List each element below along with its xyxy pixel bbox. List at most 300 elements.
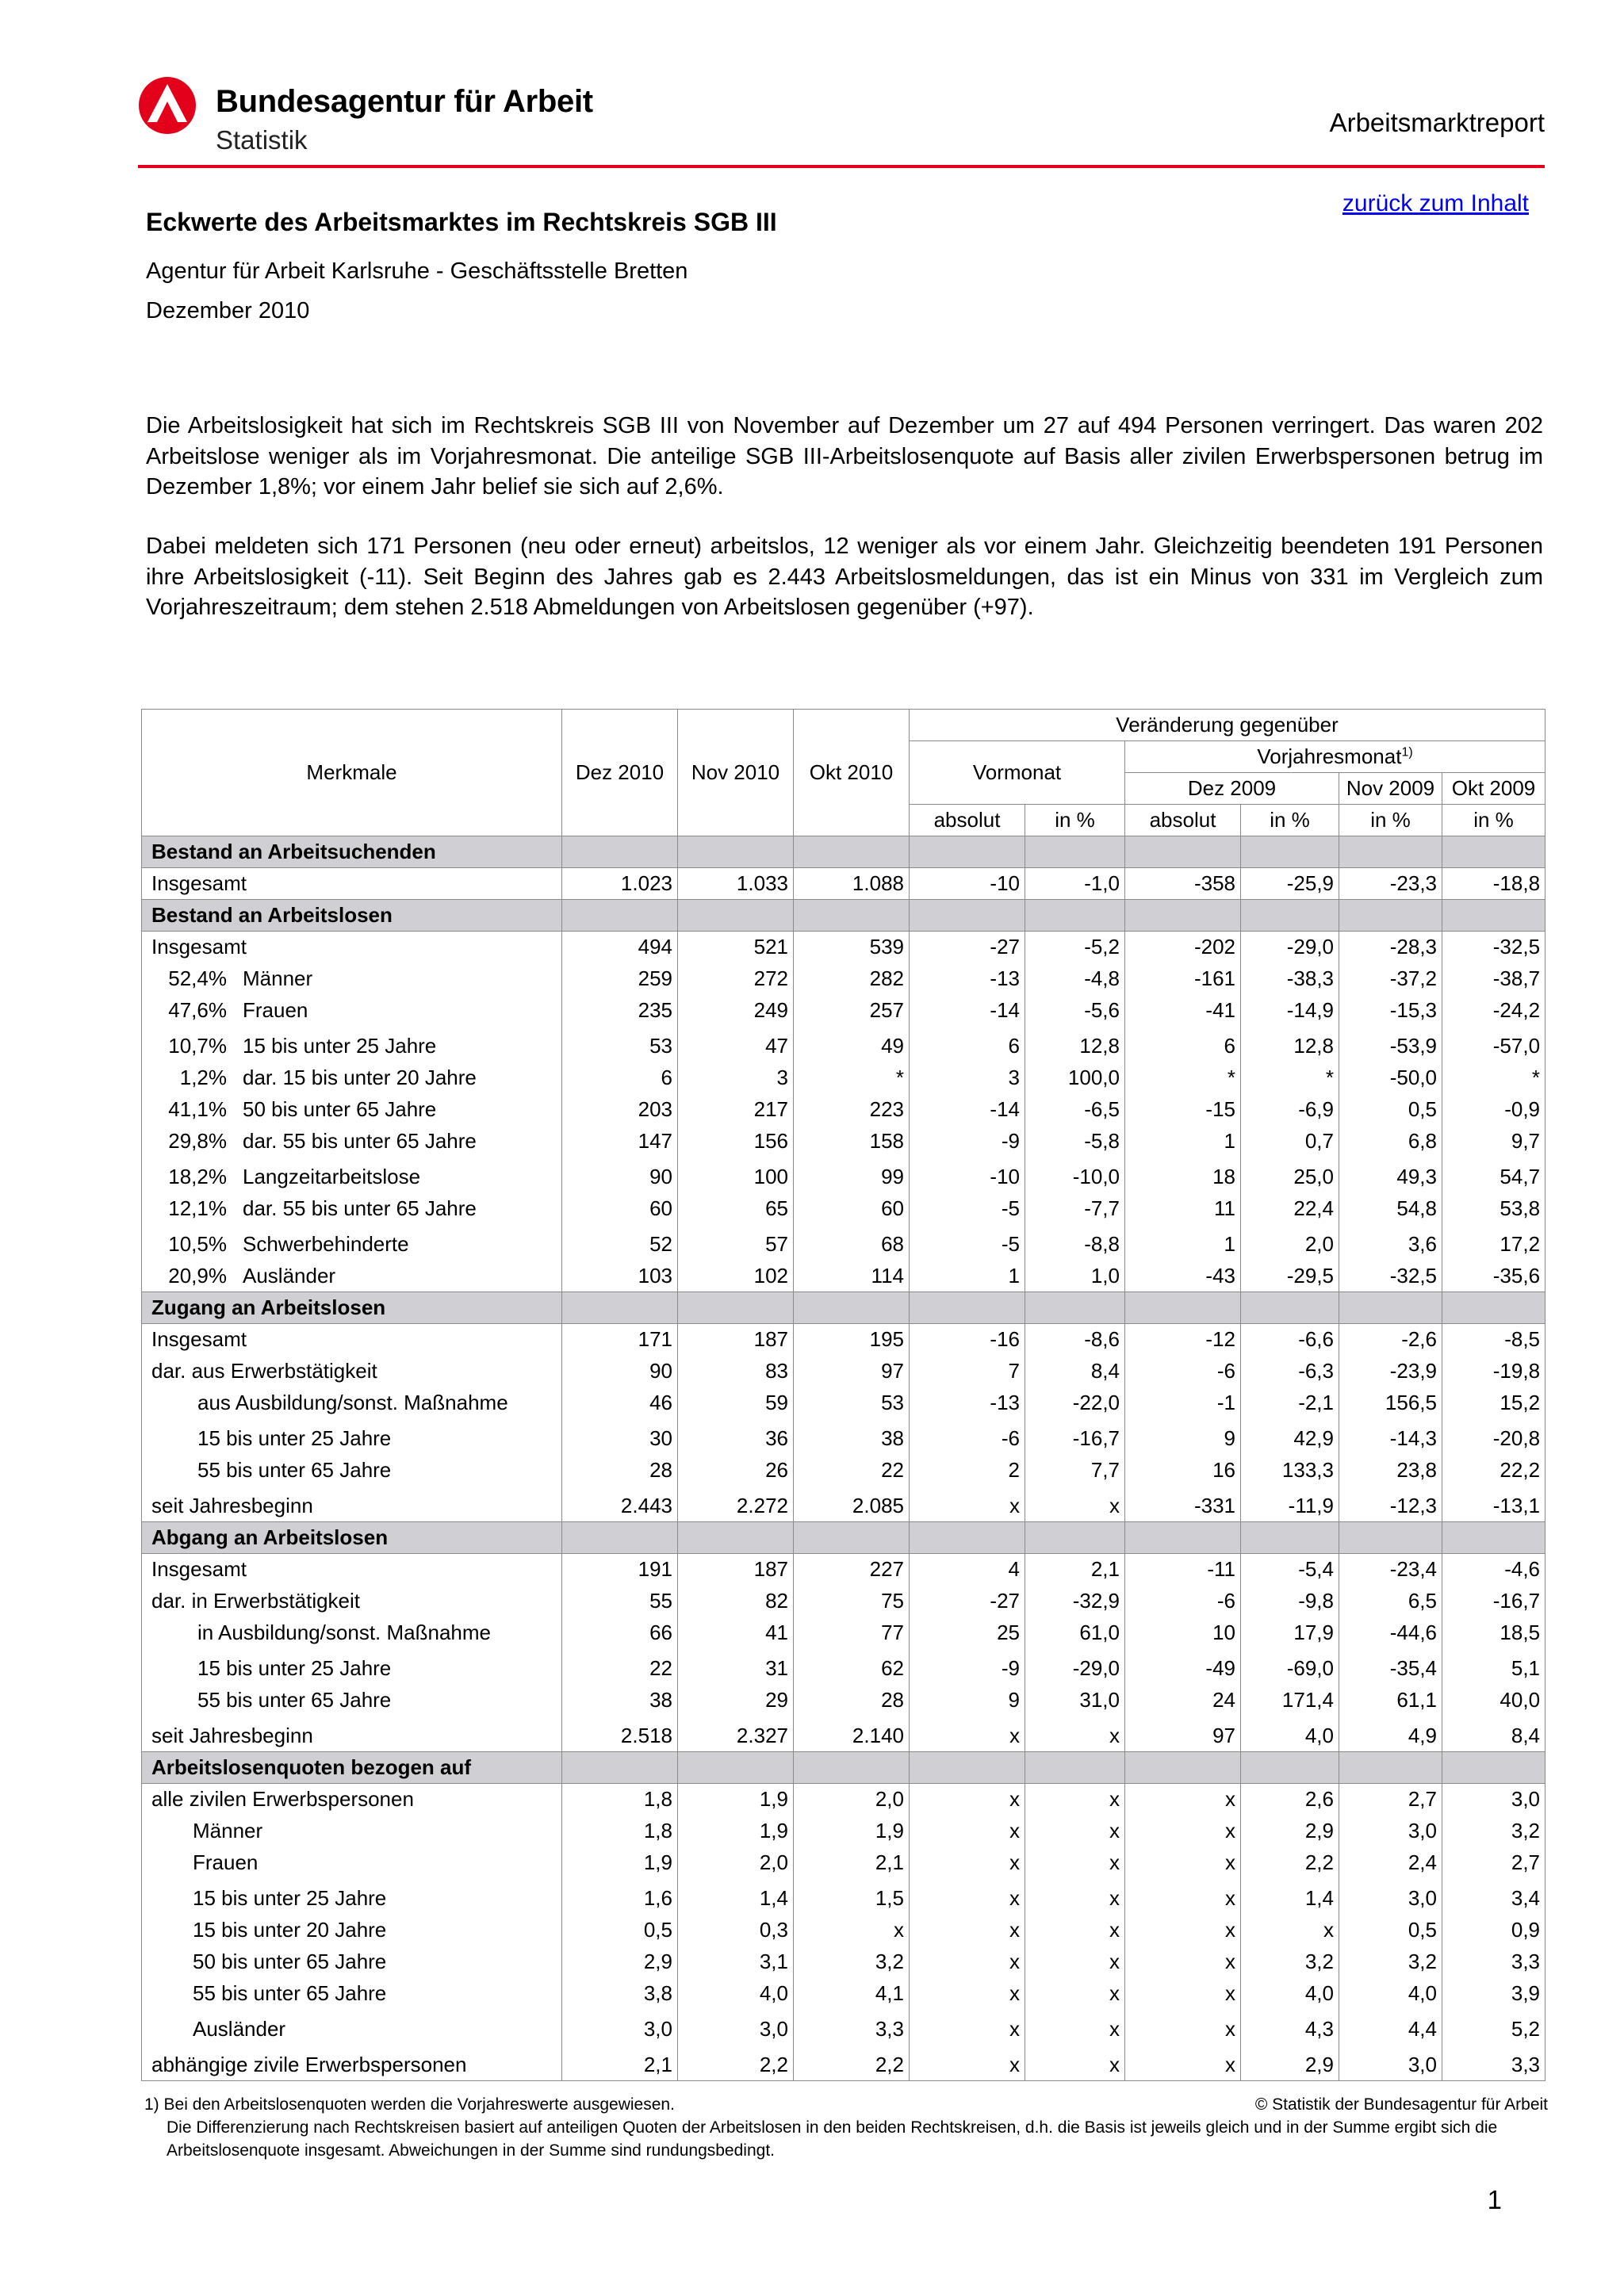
value-cell: -2,1 [1241, 1387, 1339, 1419]
value-cell: 100 [678, 1158, 794, 1193]
section-title: Abgang an Arbeitslosen [142, 1522, 562, 1554]
value-cell: 2,7 [1339, 1784, 1442, 1816]
value-cell: 68 [794, 1225, 910, 1261]
col-dez-2010: Dez 2010 [562, 710, 678, 836]
row-label-cell [142, 1586, 562, 1617]
table-row [142, 1225, 1545, 1261]
footnote-1 [144, 2093, 1548, 2116]
value-cell: -4,8 [1025, 963, 1125, 995]
value-cell: 1.088 [794, 868, 910, 900]
table-row [142, 1816, 1545, 1847]
row-label-cell [142, 1324, 562, 1356]
value-cell: x [1125, 1879, 1241, 1915]
value-cell: 3,3 [1442, 1946, 1545, 1978]
value-cell: x [1125, 1847, 1241, 1879]
value-cell: x [1125, 1784, 1241, 1816]
value-cell: 3,9 [1442, 1978, 1545, 2010]
value-cell: 187 [678, 1554, 794, 1586]
table-row [142, 1685, 1545, 1716]
row-label: alle zivilen Erwerbspersonen [151, 1787, 414, 1812]
section-filler-cell [910, 1292, 1025, 1324]
value-cell: x [1025, 1816, 1125, 1847]
value-cell: 217 [678, 1094, 794, 1126]
value-cell: x [910, 1978, 1025, 2010]
value-cell: -10,0 [1025, 1158, 1125, 1193]
value-cell: 26 [678, 1455, 794, 1487]
value-cell: 1,4 [1241, 1879, 1339, 1915]
row-label-cell [142, 1094, 562, 1126]
value-cell: 5,1 [1442, 1649, 1545, 1685]
row-label-cell [142, 1784, 562, 1816]
col-vj-absolut: absolut [1125, 805, 1241, 836]
row-label: Frauen [243, 998, 308, 1022]
row-label-cell [142, 1261, 562, 1292]
value-cell: 6,8 [1339, 1126, 1442, 1158]
value-cell: 75 [794, 1586, 910, 1617]
table-body [142, 836, 1545, 2081]
value-cell: -53,9 [1339, 1027, 1442, 1062]
section-filler-cell [1442, 1752, 1545, 1784]
value-cell: 2,2 [794, 2045, 910, 2081]
row-label: 15 bis unter 25 Jahre [243, 1034, 437, 1058]
value-cell: 147 [562, 1126, 678, 1158]
value-cell: 7,7 [1025, 1455, 1125, 1487]
value-cell: 2,9 [562, 1946, 678, 1978]
value-cell: 2,2 [1241, 1847, 1339, 1879]
value-cell: 54,8 [1339, 1193, 1442, 1225]
value-cell: 61,1 [1339, 1685, 1442, 1716]
header-divider [138, 165, 1545, 168]
value-cell: 1,9 [794, 1816, 910, 1847]
row-share-percent: 47,6% [168, 998, 227, 1022]
value-cell: 4,3 [1241, 2010, 1339, 2045]
table-row [142, 1455, 1545, 1487]
value-cell: -32,5 [1442, 932, 1545, 963]
value-cell: x [910, 1879, 1025, 1915]
value-cell: 60 [794, 1193, 910, 1225]
value-cell: -29,0 [1025, 1649, 1125, 1685]
value-cell: 3,3 [794, 2010, 910, 2045]
value-cell: x [1025, 1716, 1125, 1752]
value-cell: 24 [1125, 1685, 1241, 1716]
value-cell: 0,3 [678, 1915, 794, 1946]
value-cell: 3,2 [1442, 1816, 1545, 1847]
value-cell: -49 [1125, 1649, 1241, 1685]
col-vj-pct: in % [1241, 805, 1339, 836]
value-cell: -13 [910, 963, 1025, 995]
value-cell: 53 [562, 1027, 678, 1062]
value-cell: 61,0 [1025, 1617, 1125, 1649]
row-label-cell [142, 1649, 562, 1685]
value-cell: 62 [794, 1649, 910, 1685]
section-filler-cell [1241, 900, 1339, 932]
value-cell: 25 [910, 1617, 1025, 1649]
value-cell: 60 [562, 1193, 678, 1225]
row-share-percent: 10,7% [168, 1034, 227, 1058]
value-cell: 29 [678, 1685, 794, 1716]
value-cell: 3,2 [1241, 1946, 1339, 1978]
value-cell: 2,0 [794, 1784, 910, 1816]
row-share-percent: 1,2% [179, 1066, 227, 1089]
value-cell: 4,0 [1241, 1716, 1339, 1752]
value-cell: 249 [678, 995, 794, 1027]
value-cell: 3 [910, 1062, 1025, 1094]
section-filler-cell [678, 1292, 794, 1324]
value-cell: x [1025, 1978, 1125, 2010]
value-cell: 272 [678, 963, 794, 995]
value-cell: -14 [910, 995, 1025, 1027]
value-cell: 2,9 [1241, 1816, 1339, 1847]
value-cell: 0,5 [1339, 1094, 1442, 1126]
value-cell: 97 [794, 1356, 910, 1387]
value-cell: 17,9 [1241, 1617, 1339, 1649]
value-cell: 7 [910, 1356, 1025, 1387]
row-label-cell [142, 1225, 562, 1261]
value-cell: 6 [1125, 1027, 1241, 1062]
value-cell: 4 [910, 1554, 1025, 1586]
section-title: Zugang an Arbeitslosen [142, 1292, 562, 1324]
value-cell: -27 [910, 1586, 1025, 1617]
value-cell: 90 [562, 1158, 678, 1193]
value-cell: x [910, 1915, 1025, 1946]
section-filler-cell [1025, 1752, 1125, 1784]
value-cell: 31 [678, 1649, 794, 1685]
value-cell: 2.443 [562, 1487, 678, 1522]
value-cell: -9 [910, 1649, 1025, 1685]
value-cell: 18 [1125, 1158, 1241, 1193]
section-filler-cell [1125, 1752, 1241, 1784]
value-cell: 9 [910, 1685, 1025, 1716]
value-cell: 227 [794, 1554, 910, 1586]
value-cell: 41 [678, 1617, 794, 1649]
col-okt-2009: Okt 2009 [1442, 773, 1545, 805]
value-cell: -0,9 [1442, 1094, 1545, 1126]
row-label: 55 bis unter 65 Jahre [197, 1688, 392, 1712]
value-cell: -35,4 [1339, 1649, 1442, 1685]
table-row [142, 1261, 1545, 1292]
value-cell: 99 [794, 1158, 910, 1193]
value-cell: 53,8 [1442, 1193, 1545, 1225]
row-label: seit Jahresbeginn [151, 1723, 313, 1747]
value-cell: -16,7 [1442, 1586, 1545, 1617]
value-cell: 1,9 [678, 1816, 794, 1847]
table-row [142, 1158, 1545, 1193]
value-cell: 4,4 [1339, 2010, 1442, 2045]
section-filler-cell [1125, 900, 1241, 932]
value-cell: 0,5 [562, 1915, 678, 1946]
section-filler-cell [1025, 1292, 1125, 1324]
value-cell: -8,8 [1025, 1225, 1125, 1261]
value-cell: -6,5 [1025, 1094, 1125, 1126]
row-label-cell [142, 2045, 562, 2081]
row-share-percent: 12,1% [168, 1196, 227, 1220]
value-cell: -23,4 [1339, 1554, 1442, 1586]
value-cell: -6 [1125, 1586, 1241, 1617]
value-cell: 2,1 [1025, 1554, 1125, 1586]
value-cell: x [1025, 1946, 1125, 1978]
value-cell: 18,5 [1442, 1617, 1545, 1649]
value-cell: -14,9 [1241, 995, 1339, 1027]
value-cell: -32,9 [1025, 1586, 1125, 1617]
value-cell: 3,4 [1442, 1879, 1545, 1915]
section-filler-cell [794, 1522, 910, 1554]
section-filler-cell [1442, 900, 1545, 932]
section-filler-cell [1025, 900, 1125, 932]
value-cell: 2.085 [794, 1487, 910, 1522]
value-cell: x [1025, 1879, 1125, 1915]
value-cell: x [910, 2045, 1025, 2081]
row-label: seit Jahresbeginn [151, 1493, 313, 1517]
row-label: Insgesamt [151, 1327, 247, 1352]
value-cell: 4,0 [1339, 1978, 1442, 2010]
value-cell: 25,0 [1241, 1158, 1339, 1193]
row-label-cell [142, 1685, 562, 1716]
value-cell: 0,5 [1339, 1915, 1442, 1946]
row-label-cell [142, 932, 562, 963]
value-cell: -5,2 [1025, 932, 1125, 963]
row-label-cell [142, 1879, 562, 1915]
value-cell: 6 [562, 1062, 678, 1094]
value-cell: -5,6 [1025, 995, 1125, 1027]
value-cell: x [1025, 1847, 1125, 1879]
value-cell: -24,2 [1442, 995, 1545, 1027]
value-cell: x [1025, 1915, 1125, 1946]
section-filler-cell [1125, 1522, 1241, 1554]
value-cell: 22 [562, 1649, 678, 1685]
value-cell: 102 [678, 1261, 794, 1292]
value-cell: 83 [678, 1356, 794, 1387]
value-cell: 46 [562, 1387, 678, 1419]
value-cell: 3 [678, 1062, 794, 1094]
row-label-cell [142, 1158, 562, 1193]
table-row [142, 1487, 1545, 1522]
value-cell: x [1125, 1816, 1241, 1847]
key-figures-table [141, 709, 1545, 2081]
value-cell: -22,0 [1025, 1387, 1125, 1419]
row-label-cell [142, 1356, 562, 1387]
value-cell: 282 [794, 963, 910, 995]
value-cell: -41 [1125, 995, 1241, 1027]
value-cell: -13,1 [1442, 1487, 1545, 1522]
value-cell: -358 [1125, 868, 1241, 900]
section-filler-cell [1442, 836, 1545, 868]
value-cell: 36 [678, 1419, 794, 1455]
section-header-row [142, 836, 1545, 868]
value-cell: 6,5 [1339, 1586, 1442, 1617]
value-cell: 114 [794, 1261, 910, 1292]
value-cell: 259 [562, 963, 678, 995]
section-filler-cell [1241, 1292, 1339, 1324]
value-cell: -14,3 [1339, 1419, 1442, 1455]
value-cell: 103 [562, 1261, 678, 1292]
row-label-cell [142, 1387, 562, 1419]
row-label: 15 bis unter 20 Jahre [193, 1918, 387, 1942]
value-cell: -2,6 [1339, 1324, 1442, 1356]
value-cell: 203 [562, 1094, 678, 1126]
brand-name: Bundesagentur für Arbeit [216, 84, 593, 119]
value-cell: 9 [1125, 1419, 1241, 1455]
value-cell: -1 [1125, 1387, 1241, 1419]
value-cell: -12,3 [1339, 1487, 1442, 1522]
value-cell: -5,4 [1241, 1554, 1339, 1586]
row-label-cell [142, 1716, 562, 1752]
page-title: Eckwerte des Arbeitsmarktes im Rechtskreis SGB III [146, 208, 777, 236]
value-cell: 28 [562, 1455, 678, 1487]
value-cell: -43 [1125, 1261, 1241, 1292]
row-label-cell [142, 1193, 562, 1225]
value-cell: -161 [1125, 963, 1241, 995]
value-cell: 4,0 [678, 1978, 794, 2010]
section-filler-cell [678, 900, 794, 932]
value-cell: 2,9 [1241, 2045, 1339, 2081]
value-cell: x [1025, 2010, 1125, 2045]
table-row [142, 1419, 1545, 1455]
value-cell: 59 [678, 1387, 794, 1419]
table-row [142, 1062, 1545, 1094]
back-to-contents-link[interactable]: zurück zum Inhalt [1342, 190, 1529, 216]
row-label-cell [142, 1617, 562, 1649]
value-cell: x [1125, 1915, 1241, 1946]
value-cell: -202 [1125, 932, 1241, 963]
table-row [142, 1716, 1545, 1752]
section-filler-cell [562, 900, 678, 932]
table-row [142, 1387, 1545, 1419]
section-filler-cell [1339, 1522, 1442, 1554]
value-cell: 3,2 [1339, 1946, 1442, 1978]
table-row [142, 932, 1545, 963]
section-title: Bestand an Arbeitsuchenden [142, 836, 562, 868]
value-cell: x [910, 1487, 1025, 1522]
value-cell: x [1025, 1784, 1125, 1816]
section-filler-cell [1025, 1522, 1125, 1554]
value-cell: 57 [678, 1225, 794, 1261]
value-cell: -6 [1125, 1356, 1241, 1387]
value-cell: -13 [910, 1387, 1025, 1419]
row-label: Insgesamt [151, 871, 247, 895]
value-cell: 4,9 [1339, 1716, 1442, 1752]
row-label-cell [142, 1978, 562, 2010]
section-filler-cell [562, 1752, 678, 1784]
row-label: 15 bis unter 25 Jahre [197, 1656, 392, 1680]
value-cell: 539 [794, 932, 910, 963]
row-share-percent: 29,8% [168, 1129, 227, 1153]
value-cell: 49 [794, 1027, 910, 1062]
section-filler-cell [794, 1752, 910, 1784]
row-label-cell [142, 1847, 562, 1879]
row-label: Frauen [193, 1850, 259, 1874]
row-label-cell [142, 995, 562, 1027]
value-cell: -12 [1125, 1324, 1241, 1356]
value-cell: -10 [910, 868, 1025, 900]
section-filler-cell [794, 836, 910, 868]
value-cell: -15 [1125, 1094, 1241, 1126]
row-label: 50 bis unter 65 Jahre [243, 1097, 437, 1121]
report-title: Arbeitsmarktreport [1329, 108, 1545, 137]
row-label: Männer [193, 1819, 263, 1843]
value-cell: 2.272 [678, 1487, 794, 1522]
section-filler-cell [1025, 836, 1125, 868]
value-cell: 223 [794, 1094, 910, 1126]
value-cell: x [910, 2010, 1025, 2045]
table-row [142, 1946, 1545, 1978]
row-label-cell [142, 1419, 562, 1455]
value-cell: 28 [794, 1685, 910, 1716]
value-cell: -57,0 [1442, 1027, 1545, 1062]
value-cell: 1 [910, 1261, 1025, 1292]
value-cell: 8,4 [1442, 1716, 1545, 1752]
value-cell: 16 [1125, 1455, 1241, 1487]
value-cell: 1,4 [678, 1879, 794, 1915]
value-cell: 52 [562, 1225, 678, 1261]
value-cell: 3,0 [678, 2010, 794, 2045]
value-cell: x [1125, 1978, 1241, 2010]
value-cell: -23,9 [1339, 1356, 1442, 1387]
value-cell: 156 [678, 1126, 794, 1158]
value-cell: -44,6 [1339, 1617, 1442, 1649]
section-filler-cell [794, 1292, 910, 1324]
section-filler-cell [562, 1292, 678, 1324]
value-cell: x [910, 1784, 1025, 1816]
value-cell: 66 [562, 1617, 678, 1649]
row-label: Männer [243, 966, 313, 990]
value-cell: x [910, 1716, 1025, 1752]
value-cell: x [1241, 1915, 1339, 1946]
brand-subtitle: Statistik [216, 125, 308, 155]
row-label: Ausländer [193, 2017, 286, 2041]
value-cell: 2,0 [1241, 1225, 1339, 1261]
value-cell: 2,4 [1339, 1847, 1442, 1879]
section-filler-cell [910, 900, 1025, 932]
table-row [142, 1126, 1545, 1158]
row-share-percent: 52,4% [168, 966, 227, 990]
value-cell: 3,0 [1339, 2045, 1442, 2081]
col-vm-pct: in % [1025, 805, 1125, 836]
section-filler-cell [1241, 1752, 1339, 1784]
value-cell: 0,9 [1442, 1915, 1545, 1946]
section-header-row [142, 1752, 1545, 1784]
value-cell: 77 [794, 1617, 910, 1649]
row-label-cell [142, 1062, 562, 1094]
value-cell: -20,8 [1442, 1419, 1545, 1455]
row-label: dar. 55 bis unter 65 Jahre [243, 1129, 477, 1153]
section-filler-cell [1339, 1752, 1442, 1784]
report-period: Dezember 2010 [146, 298, 310, 323]
value-cell: -6,3 [1241, 1356, 1339, 1387]
value-cell: 22,2 [1442, 1455, 1545, 1487]
value-cell: 6 [910, 1027, 1025, 1062]
section-header-row [142, 900, 1545, 932]
value-cell: x [910, 1816, 1025, 1847]
summary-paragraph-1: Die Arbeitslosigkeit hat sich im Rechtskreis SGB III von November auf Dezember um 27 auf 494 Personen verringert. Das waren 202 Arbeitslose weniger als im Vorjahresmonat. Die anteilige SGB III-Arbeitslosenquote auf Basis aller zivilen Erwerbspersonen betrug im Dezember 1,8%; vor einem Jahr belief sie sich auf 2,6%. [146, 413, 1543, 499]
value-cell: 22,4 [1241, 1193, 1339, 1225]
section-title: Bestand an Arbeitslosen [142, 900, 562, 932]
row-label: 50 bis unter 65 Jahre [193, 1950, 387, 1973]
value-cell: 3,1 [678, 1946, 794, 1978]
section-filler-cell [678, 1522, 794, 1554]
value-cell: 4,0 [1241, 1978, 1339, 2010]
value-cell: 156,5 [1339, 1387, 1442, 1419]
value-cell: 3,0 [1339, 1879, 1442, 1915]
value-cell: -25,9 [1241, 868, 1339, 900]
value-cell: 1 [1125, 1225, 1241, 1261]
value-cell: 49,3 [1339, 1158, 1442, 1193]
section-filler-cell [1339, 1292, 1442, 1324]
table-row [142, 2045, 1545, 2081]
section-filler-cell [1339, 836, 1442, 868]
row-label-cell [142, 1554, 562, 1586]
value-cell: 1,6 [562, 1879, 678, 1915]
table-row [142, 963, 1545, 995]
